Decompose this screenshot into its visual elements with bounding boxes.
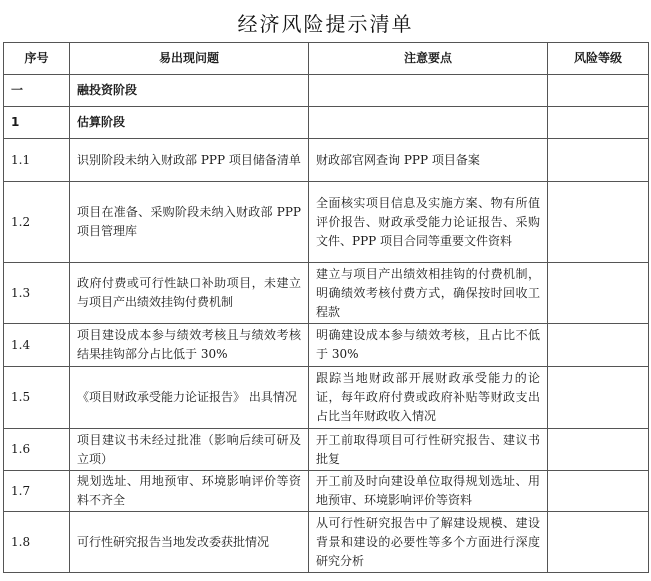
- row-level: [548, 75, 649, 107]
- table-row: [4, 429, 649, 471]
- table-row: [4, 471, 649, 512]
- header-seq: 序号: [4, 43, 70, 75]
- row-level: [548, 107, 649, 139]
- row-issue: 政府付费或可行性缺口补助项目，未建立与项目产出绩效挂钩付费机制: [70, 263, 309, 324]
- row-notes: [309, 107, 548, 139]
- row-notes: 明确建设成本参与绩效考核，且占比不低于 30%: [309, 324, 548, 367]
- table-row: [4, 139, 649, 182]
- row-notes: [309, 75, 548, 107]
- row-seq: 1.1: [4, 139, 70, 182]
- row-level: [548, 429, 649, 471]
- row-notes: 开工前及时向建设单位取得规划选址、用地预审、环境影响评价等资料: [309, 471, 548, 512]
- table-row: [4, 75, 649, 107]
- header-notes: 注意要点: [309, 43, 548, 75]
- table-row: [4, 263, 649, 324]
- row-issue: 项目建议书未经过批准（影响后续可研及立项）: [70, 429, 309, 471]
- table-row: [4, 367, 649, 429]
- row-seq: 1.6: [4, 429, 70, 471]
- row-seq: 1: [4, 107, 70, 139]
- risk-table: [3, 42, 649, 573]
- table-row: [4, 182, 649, 263]
- row-seq: 1.3: [4, 263, 70, 324]
- row-seq: 1.8: [4, 512, 70, 573]
- row-notes: 全面核实项目信息及实施方案、物有所值评价报告、财政承受能力论证报告、采购文件、PPP 项目合同等重要文件资料: [309, 182, 548, 263]
- row-notes: 跟踪当地财政部开展财政承受能力的论证，每年政府付费或政府补贴等财政支出占比当年财政收入情况: [309, 367, 548, 429]
- row-issue: 可行性研究报告当地发改委获批情况: [70, 512, 309, 573]
- row-notes: 建立与项目产出绩效相挂钩的付费机制，明确绩效考核付费方式，确保按时回收工程款: [309, 263, 548, 324]
- row-seq: 1.2: [4, 182, 70, 263]
- row-notes: 财政部官网查询 PPP 项目备案: [309, 139, 548, 182]
- row-issue: 规划选址、用地预审、环境影响评价等资料不齐全: [70, 471, 309, 512]
- row-issue: 识别阶段未纳入财政部 PPP 项目储备清单: [70, 139, 309, 182]
- row-seq: 1.5: [4, 367, 70, 429]
- row-level: [548, 324, 649, 367]
- row-level: [548, 471, 649, 512]
- row-seq: 1.7: [4, 471, 70, 512]
- row-level: [548, 139, 649, 182]
- table-row: [4, 512, 649, 573]
- row-level: [548, 263, 649, 324]
- row-issue: 《项目财政承受能力论证报告》 出具情况: [70, 367, 309, 429]
- row-notes: 开工前取得项目可行性研究报告、建议书批复: [309, 429, 548, 471]
- row-issue: 项目建设成本参与绩效考核且与绩效考核结果挂钩部分占比低于 30%: [70, 324, 309, 367]
- header-row: [4, 43, 649, 75]
- header-level: 风险等级: [548, 43, 649, 75]
- page-title: 经济风险提示清单: [237, 12, 414, 36]
- header-issue: 易出现问题: [70, 43, 309, 75]
- row-seq: 一: [4, 75, 70, 107]
- row-level: [548, 367, 649, 429]
- row-issue: 项目在准备、采购阶段未纳入财政部 PPP 项目管理库: [70, 182, 309, 263]
- row-issue: 估算阶段: [70, 107, 309, 139]
- row-issue: 融投资阶段: [70, 75, 309, 107]
- row-level: [548, 182, 649, 263]
- row-seq: 1.4: [4, 324, 70, 367]
- row-notes: 从可行性研究报告中了解建设规模、建设背景和建设的必要性等多个方面进行深度研究分析: [309, 512, 548, 573]
- table-row: [4, 107, 649, 139]
- table-row: [4, 324, 649, 367]
- row-level: [548, 512, 649, 573]
